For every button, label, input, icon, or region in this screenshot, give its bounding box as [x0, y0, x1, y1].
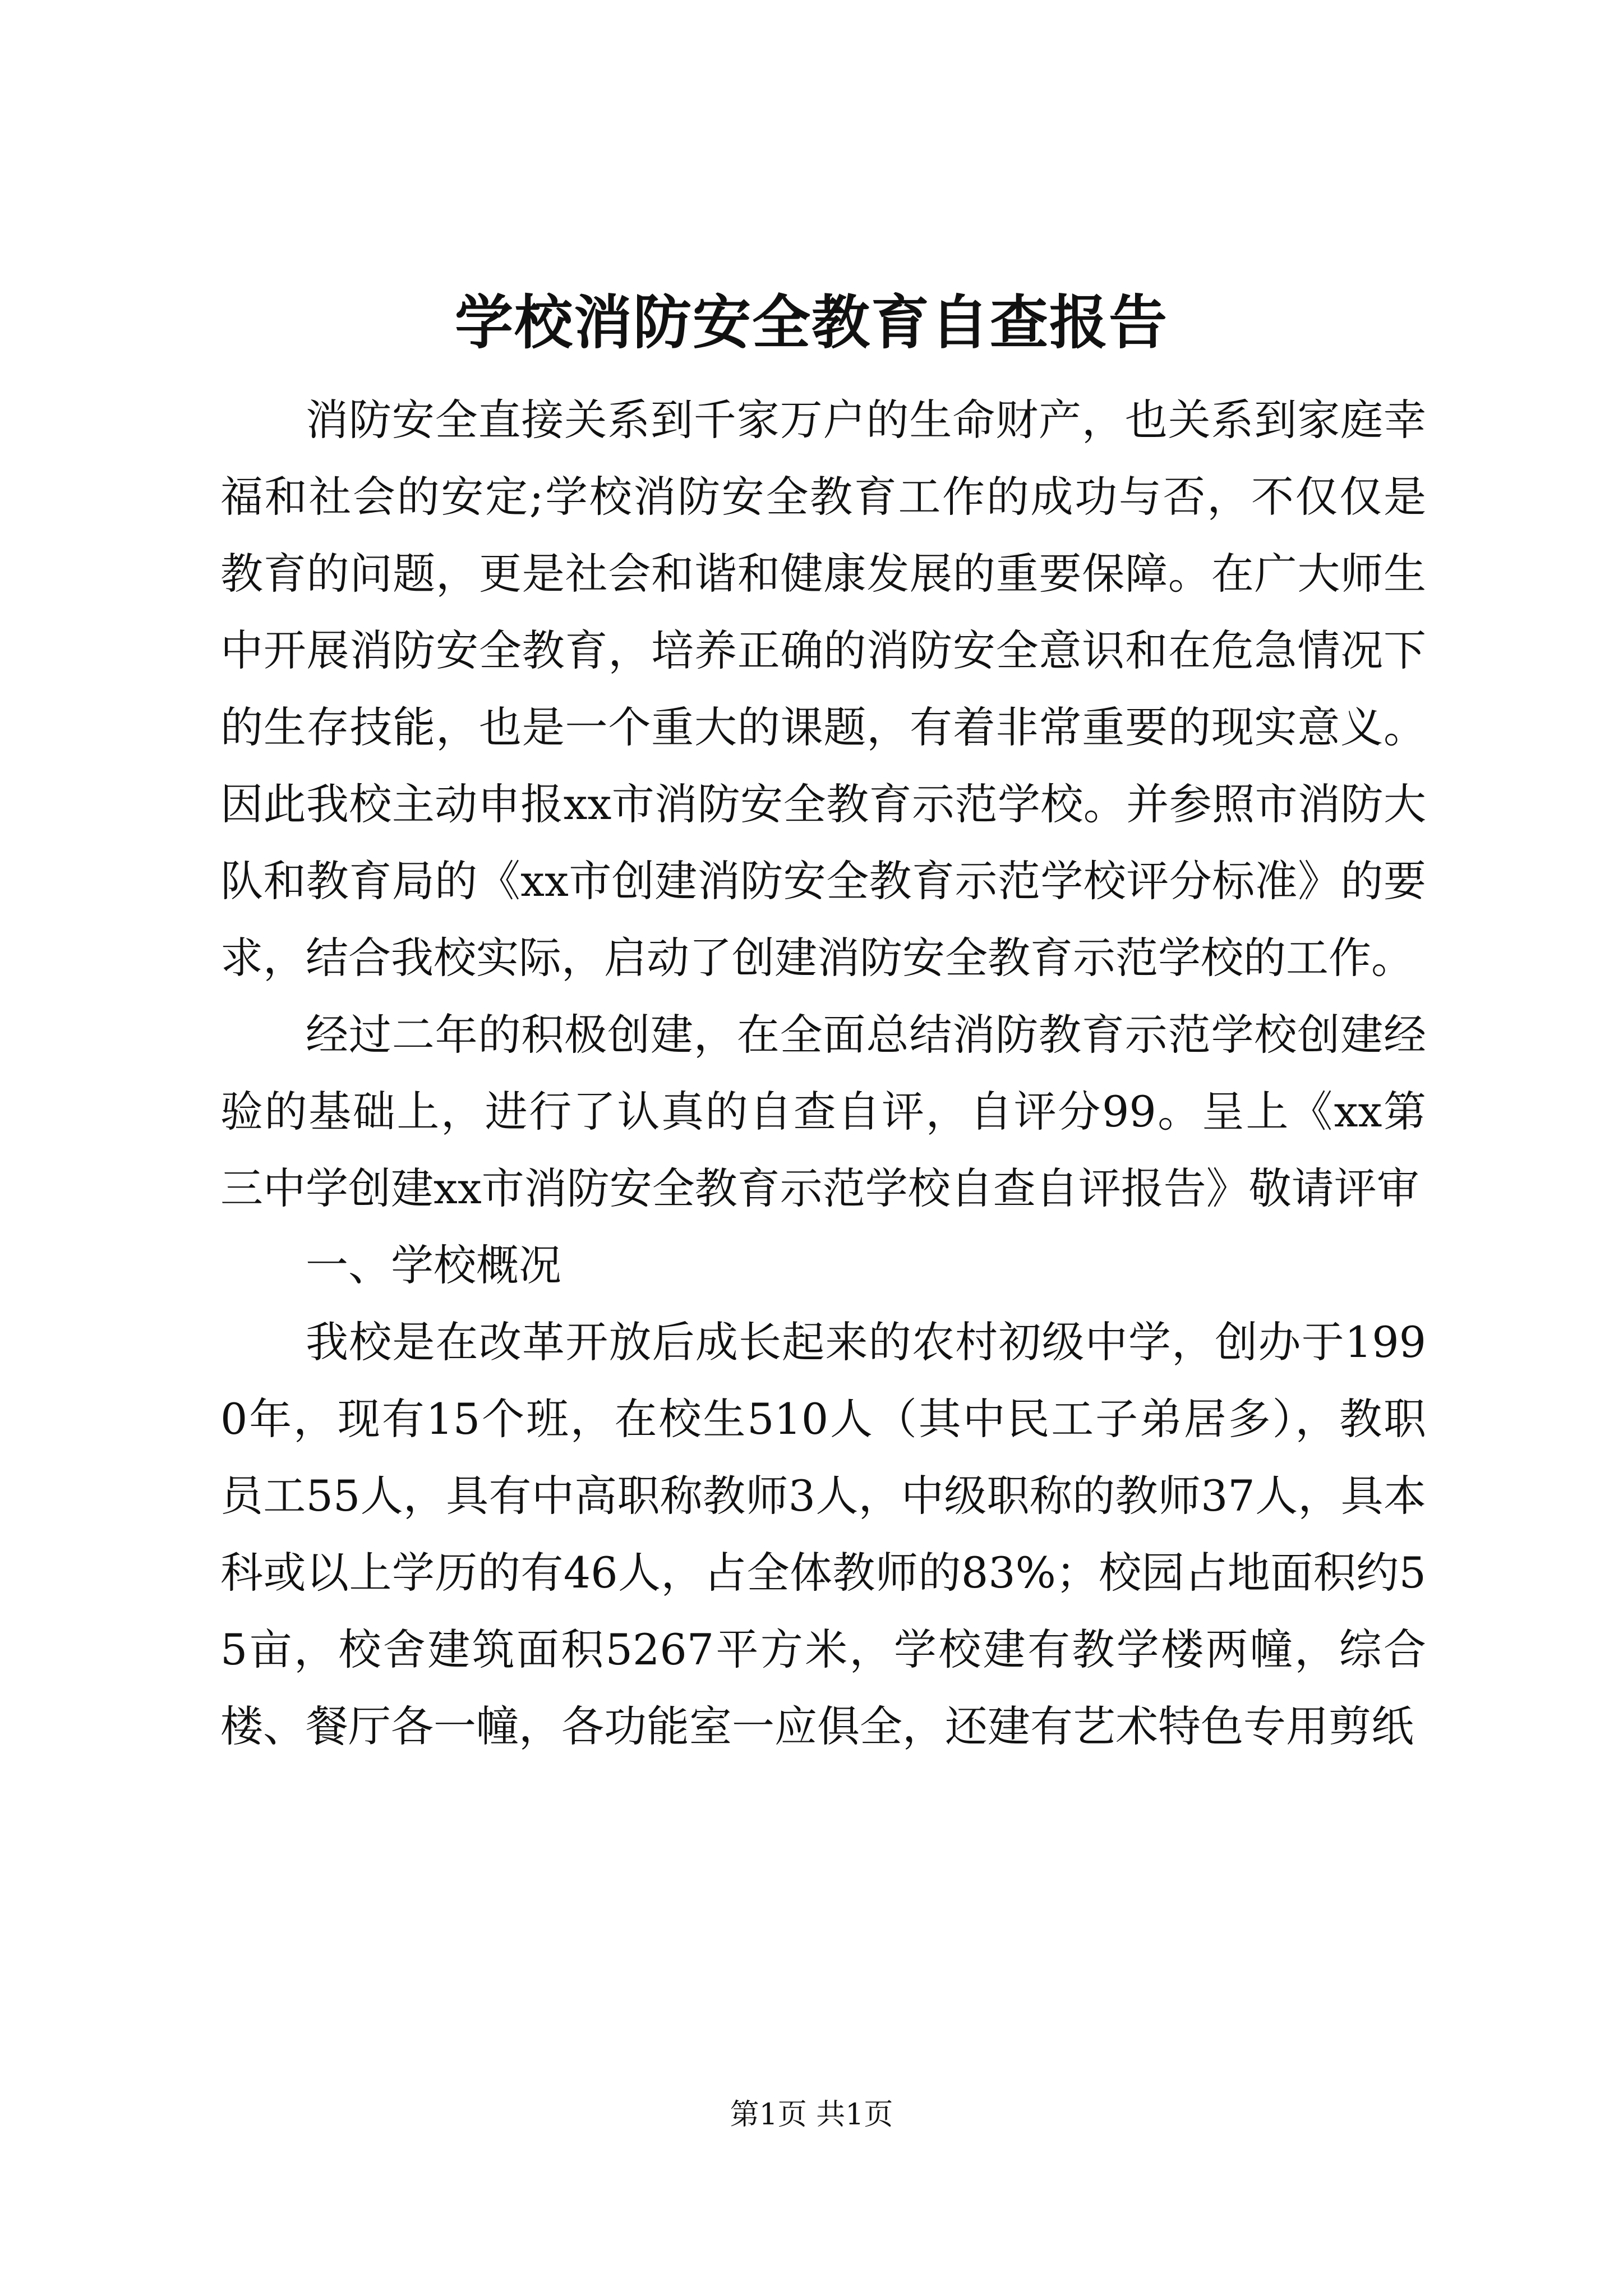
page-footer: 第1页 共1页: [730, 2098, 893, 2132]
document-body: [220, 381, 1426, 1765]
section-heading-school-overview: 一、学校概况: [306, 1240, 561, 1290]
paragraph-school-overview: 我校是在改革开放后成长起来的农村初级中学，创办于1990年，现有15个班，在校生510人（其中民工子弟居多），教职员工55人，具有中高职称教师3人，中级职称的教师37人，具本科或以上学历的有46人，占全体教师的83%；校园占地面积约55亩，校舍建筑面积5267平方米，学校建有教学楼两幢，综合楼、餐厅各一幢，各功能室一应俱全，还建有艺术特色专用剪纸: [220, 1317, 1426, 1751]
paragraph-self-evaluation: 经过二年的积极创建，在全面总结消防教育示范学校创建经验的基础上，进行了认真的自查自评，自评分99。呈上《xx第三中学创建xx市消防安全教育示范学校自查自评报告》敬请评审: [220, 1010, 1426, 1213]
document-title: 学校消防安全教育自查报告: [454, 288, 1168, 357]
paragraph-intro: 消防安全直接关系到千家万户的生命财产，也关系到家庭幸福和社会的安定;学校消防安全教育工作的成功与否，不仅仅是教育的问题，更是社会和谐和健康发展的重要保障。在广大师生中开展消防安全教育，培养正确的消防安全意识和在危急情况下的生存技能，也是一个重大的课题，有着非常重要的现实意义。因此我校主动申报xx市消防安全教育示范学校。并参照市消防大队和教育局的《xx市创建消防安全教育示范学校评分标准》的要求，结合我校实际，启动了创建消防安全教育示范学校的工作。: [220, 395, 1426, 983]
